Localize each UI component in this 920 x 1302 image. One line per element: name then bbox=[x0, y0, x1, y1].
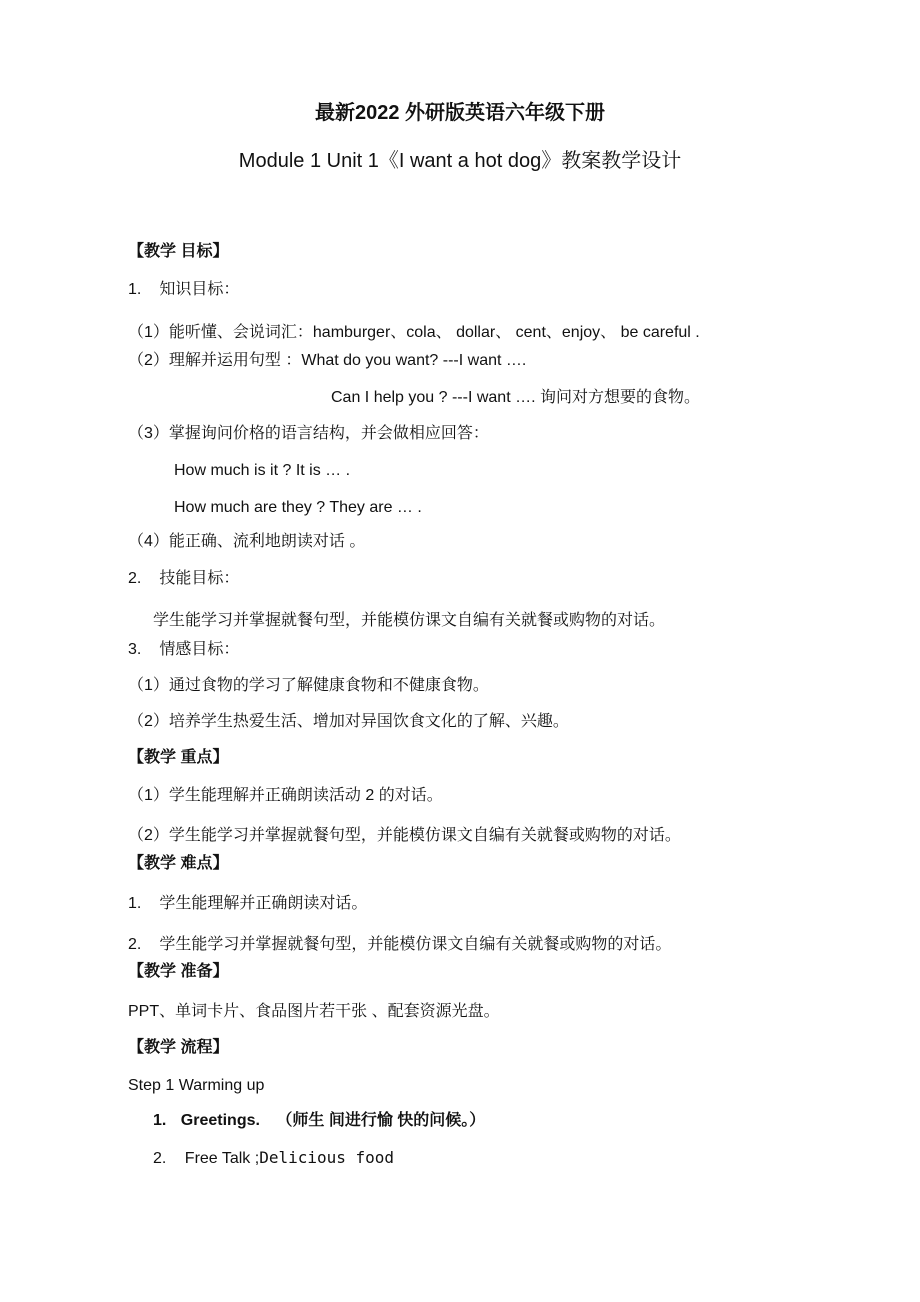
greetings-note: （师生 间进行愉 快的问候。） bbox=[276, 1112, 486, 1129]
knowledge-goal-label: 知识目标： bbox=[159, 281, 240, 298]
difficulty-1 bbox=[128, 894, 367, 914]
page-title-line2: Module 1 Unit 1《I want a hot dog》教案教学设计 bbox=[238, 150, 682, 172]
knowledge-goal-1: （1）能听懂、会说词汇：hamburger、cola、 dollar、 cent、enjoy、 be careful . bbox=[128, 324, 700, 341]
process-item-1-number: 1. bbox=[153, 1112, 167, 1129]
difficulty-2 bbox=[128, 935, 671, 955]
knowledge-goal-3: （3）掌握询问价格的语言结构，并会做相应回答： bbox=[128, 425, 489, 442]
knowledge-goal-2-continued: Can I help you ? ---I want …. 询问对方想要的食物。 bbox=[331, 389, 700, 406]
key-point-2: （2）学生能学习并掌握就餐句型，并能模仿课文自编有关就餐或购物的对话。 bbox=[128, 827, 681, 844]
emotion-goal-number: 3. bbox=[128, 641, 142, 658]
key-points-heading: 【教学 重点】 bbox=[128, 749, 229, 766]
knowledge-goal-item bbox=[128, 280, 239, 300]
difficulty-2-text: 学生能学习并掌握就餐句型，并能模仿课文自编有关就餐或购物的对话。 bbox=[159, 936, 672, 953]
price-question-2: How much are they ? They are … . bbox=[174, 499, 422, 516]
knowledge-goal-2: （2）理解并运用句型 ：What do you want? ---I want …. bbox=[128, 352, 527, 369]
emotion-goal-item bbox=[128, 640, 239, 660]
process-heading: 【教学 流程】 bbox=[128, 1039, 229, 1056]
skill-goal-item bbox=[128, 569, 239, 589]
emotion-goal-2: （2）培养学生热爱生活、增加对异国饮食文化的了解、兴趣。 bbox=[128, 713, 569, 730]
page-title-line1: 最新2022 外研版英语六年级下册 bbox=[314, 102, 606, 124]
knowledge-goal-number: 1. bbox=[128, 281, 142, 298]
step1-title: Step 1 Warming up bbox=[128, 1077, 265, 1094]
process-item-2-number: 2. bbox=[153, 1150, 167, 1167]
process-item-2 bbox=[153, 1148, 394, 1169]
emotion-goal-label: 情感目标： bbox=[159, 641, 240, 658]
knowledge-goal-4: （4）能正确、流利地朗读对话 。 bbox=[128, 533, 366, 550]
difficulty-1-number: 1. bbox=[128, 895, 142, 912]
difficulty-2-number: 2. bbox=[128, 936, 142, 953]
difficulties-heading: 【教学 难点】 bbox=[128, 855, 229, 872]
skill-goal-label: 技能目标： bbox=[159, 570, 240, 587]
process-item-1 bbox=[153, 1111, 485, 1131]
difficulty-1-text: 学生能理解并正确朗读对话。 bbox=[159, 895, 368, 912]
objectives-heading: 【教学 目标】 bbox=[128, 243, 229, 260]
skill-goal-text: 学生能学习并掌握就餐句型，并能模仿课文自编有关就餐或购物的对话。 bbox=[153, 612, 666, 629]
skill-goal-number: 2. bbox=[128, 570, 142, 587]
preparation-text: PPT、单词卡片、食品图片若干张 、配套资源光盘。 bbox=[128, 1003, 500, 1020]
free-talk-label: Free Talk ; bbox=[184, 1150, 260, 1167]
delicious-food-label: Delicious food bbox=[259, 1148, 395, 1167]
price-question-1: How much is it ? It is … . bbox=[174, 462, 351, 479]
emotion-goal-1: （1）通过食物的学习了解健康食物和不健康食物。 bbox=[128, 677, 489, 694]
greetings-label: Greetings. bbox=[180, 1112, 260, 1129]
preparation-heading: 【教学 准备】 bbox=[128, 963, 229, 980]
key-point-1: （1）学生能理解并正确朗读活动 2 的对话。 bbox=[128, 787, 443, 804]
